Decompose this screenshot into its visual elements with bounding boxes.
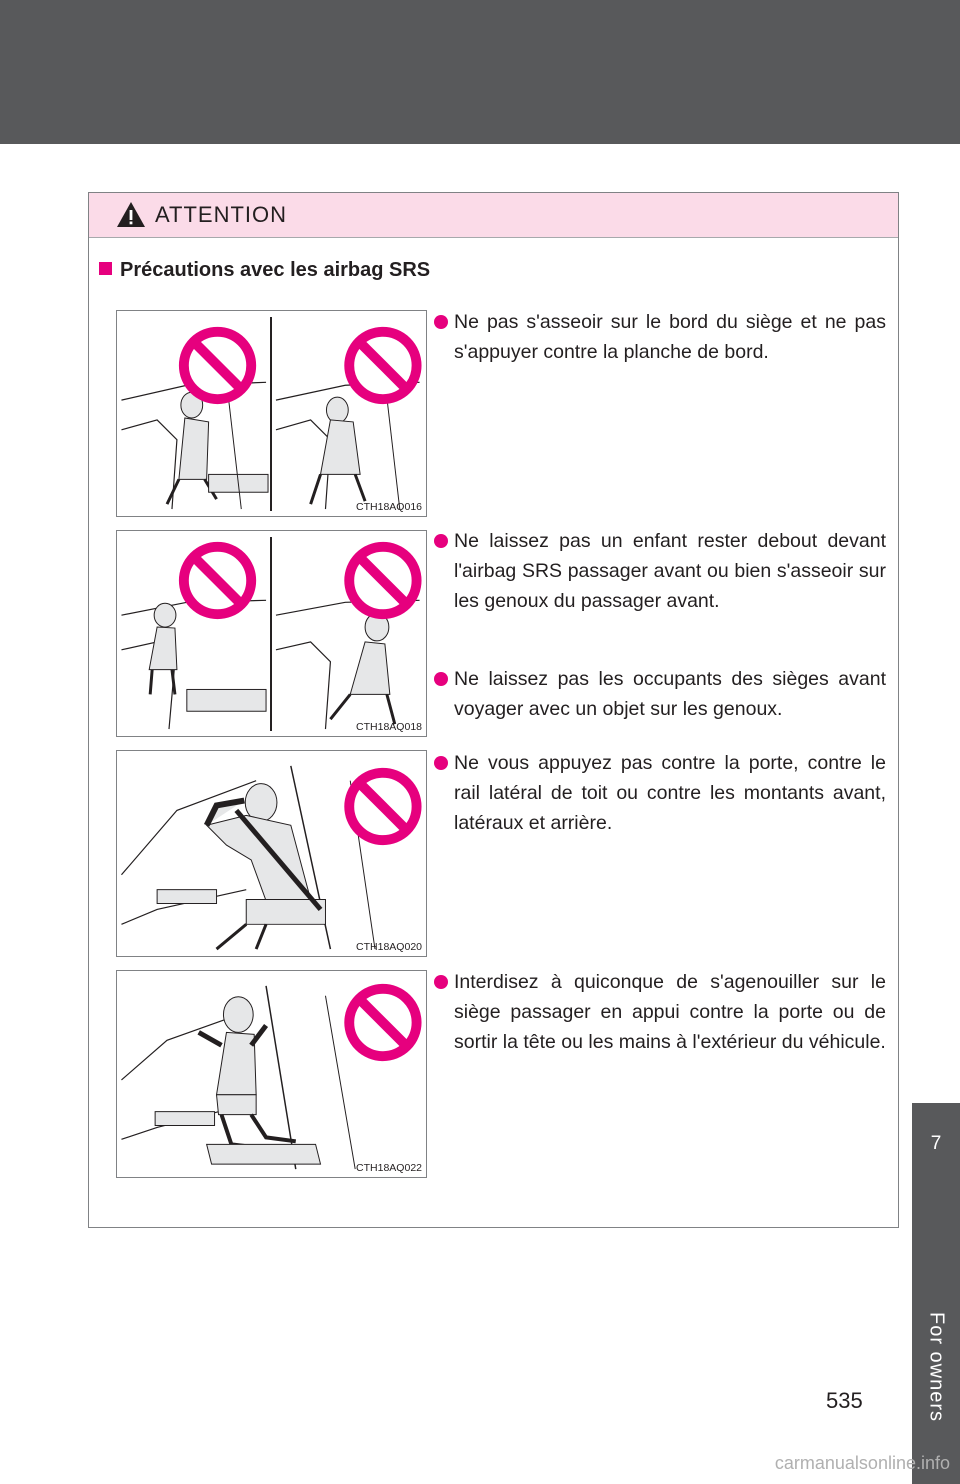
bullet-text: Ne laissez pas les occupants des sièges avant voyager avec un objet sur les genoux. xyxy=(454,668,886,720)
illustration-leaning-dashboard xyxy=(116,310,427,517)
illustration-child-standing xyxy=(116,530,427,737)
bullet-dot-icon xyxy=(434,756,448,770)
page-header-band xyxy=(0,0,960,144)
bullet-dot-icon xyxy=(434,534,448,548)
illustration-leaning-door xyxy=(116,750,427,957)
prohibition-sign-icon xyxy=(184,332,251,399)
bullet-item xyxy=(434,526,886,616)
illustration-drawing xyxy=(117,971,426,1177)
bullet-text: Ne vous appuyez pas contre la porte, contre le rail latéral de toit ou contre les montants avant, latéraux et arrière. xyxy=(454,752,886,834)
warning-title: ATTENTION xyxy=(155,202,288,227)
prohibition-sign-icon xyxy=(349,547,416,614)
illustration-drawing xyxy=(117,531,426,736)
prohibition-sign-icon xyxy=(349,332,416,399)
bullet-text: Ne pas s'asseoir sur le bord du siège et ne pas s'appuyer contre la planche de bord. xyxy=(454,311,886,363)
bullet-item xyxy=(434,748,886,838)
illustration-drawing xyxy=(117,311,426,516)
chapter-number: 7 xyxy=(930,1133,942,1154)
illustration-drawing xyxy=(117,751,426,956)
chapter-side-tab xyxy=(912,1103,960,1484)
warning-header xyxy=(89,193,898,238)
chapter-name: For owners xyxy=(925,1311,948,1423)
page-number: 535 xyxy=(826,1388,863,1413)
bullet-dot-icon xyxy=(434,672,448,686)
bullet-text: Interdisez à quiconque de s'agenouiller sur le siège passager en appui contre la porte ou de sortir la tête ou les mains à l'extérieur du véhicule. xyxy=(454,971,886,1053)
illustration-code: CTH18AQ022 xyxy=(356,1162,422,1174)
section-title-text: Précautions avec les airbag SRS xyxy=(120,259,431,281)
section-title xyxy=(99,259,430,282)
illustration-code: CTH18AQ020 xyxy=(356,941,422,953)
bullet-dot-icon xyxy=(434,315,448,329)
section-square-icon xyxy=(99,262,112,275)
illustration-code: CTH18AQ016 xyxy=(356,501,422,513)
bullet-item xyxy=(434,967,886,1057)
prohibition-sign-icon xyxy=(349,989,416,1056)
illustration-code: CTH18AQ018 xyxy=(356,721,422,733)
bullet-dot-icon xyxy=(434,975,448,989)
prohibition-sign-icon xyxy=(349,773,416,840)
warning-box xyxy=(88,192,899,1228)
bullet-item xyxy=(434,307,886,367)
illustration-kneeling-seat xyxy=(116,970,427,1178)
prohibition-sign-icon xyxy=(184,547,251,614)
bullet-item xyxy=(434,664,886,724)
bullet-text: Ne laissez pas un enfant rester debout devant l'airbag SRS passager avant ou bien s'asseoir sur les genoux du passager avant. xyxy=(454,530,886,612)
footer-watermark-url: carmanualsonline.info xyxy=(774,1453,950,1473)
warning-triangle-icon xyxy=(116,201,146,228)
